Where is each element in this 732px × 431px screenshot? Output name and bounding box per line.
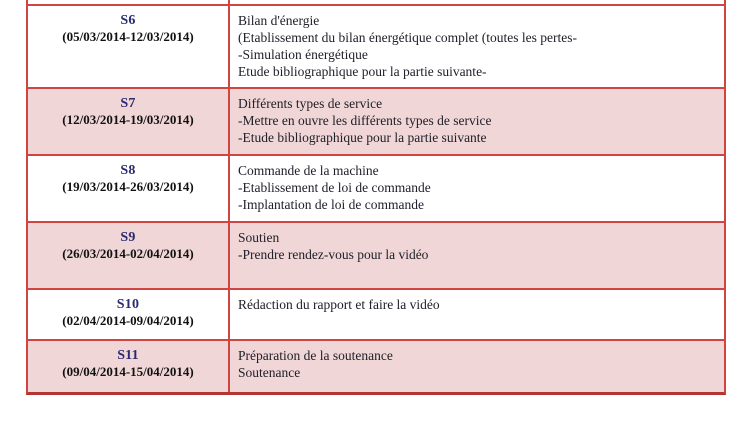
table-row-s11 — [28, 339, 724, 392]
task-line: Rédaction du rapport et faire la vidéo — [238, 297, 440, 312]
task-line: Soutien — [238, 230, 280, 245]
task-line: (Etablissement du bilan énergétique complet (toutes les pertes- — [238, 30, 578, 45]
week-cell — [28, 341, 230, 392]
tasks-cell — [230, 6, 724, 87]
schedule-table — [26, 0, 726, 395]
task-line: -Mettre en ouvre les différents types de service — [238, 113, 492, 128]
week-label: S9 — [120, 230, 136, 245]
week-cell — [28, 89, 230, 154]
week-dates: (26/03/2014-02/04/2014) — [62, 246, 194, 261]
tasks-cell — [230, 89, 724, 154]
week-label: S10 — [116, 297, 140, 312]
week-cell — [28, 223, 230, 288]
week-dates: (05/03/2014-12/03/2014) — [62, 29, 194, 44]
table-row-s9 — [28, 221, 724, 288]
task-line: Soutenance — [238, 365, 301, 380]
task-line: Préparation de la soutenance — [238, 348, 393, 363]
task-line: Etude bibliographique pour la partie suivante- — [238, 64, 487, 79]
week-label: S6 — [120, 13, 136, 28]
week-label: S7 — [120, 96, 136, 111]
task-line: -Simulation énergétique — [238, 47, 368, 62]
week-dates: (12/03/2014-19/03/2014) — [62, 112, 194, 127]
task-line: -Etablissement de loi de commande — [238, 180, 431, 195]
tasks-cell — [230, 341, 724, 392]
task-line: Différents types de service — [238, 96, 383, 111]
task-line: -Implantation de loi de commande — [238, 197, 424, 212]
week-label: S11 — [117, 348, 139, 363]
tasks-cell — [230, 223, 724, 288]
tasks-cell — [230, 0, 724, 4]
task-line: -Prendre rendez-vous pour la vidéo — [238, 247, 429, 262]
week-cell — [28, 156, 230, 221]
table-row-s8 — [28, 154, 724, 221]
task-line: -Etude bibliographique pour la partie suivante — [238, 130, 487, 145]
week-cell — [28, 290, 230, 339]
week-dates: (09/04/2014-15/04/2014) — [62, 364, 194, 379]
table-row-s6 — [28, 4, 724, 87]
table-row-clipped — [28, 0, 724, 4]
tasks-cell — [230, 156, 724, 221]
task-line: Commande de la machine — [238, 163, 379, 178]
task-line: Bilan d'énergie — [238, 13, 320, 28]
week-cell — [28, 0, 230, 4]
tasks-cell — [230, 290, 724, 339]
week-cell — [28, 6, 230, 87]
week-dates: (19/03/2014-26/03/2014) — [62, 179, 194, 194]
week-dates: (02/04/2014-09/04/2014) — [62, 313, 194, 328]
table-row-s7 — [28, 87, 724, 154]
week-label: S8 — [120, 163, 136, 178]
table-row-s10 — [28, 288, 724, 339]
